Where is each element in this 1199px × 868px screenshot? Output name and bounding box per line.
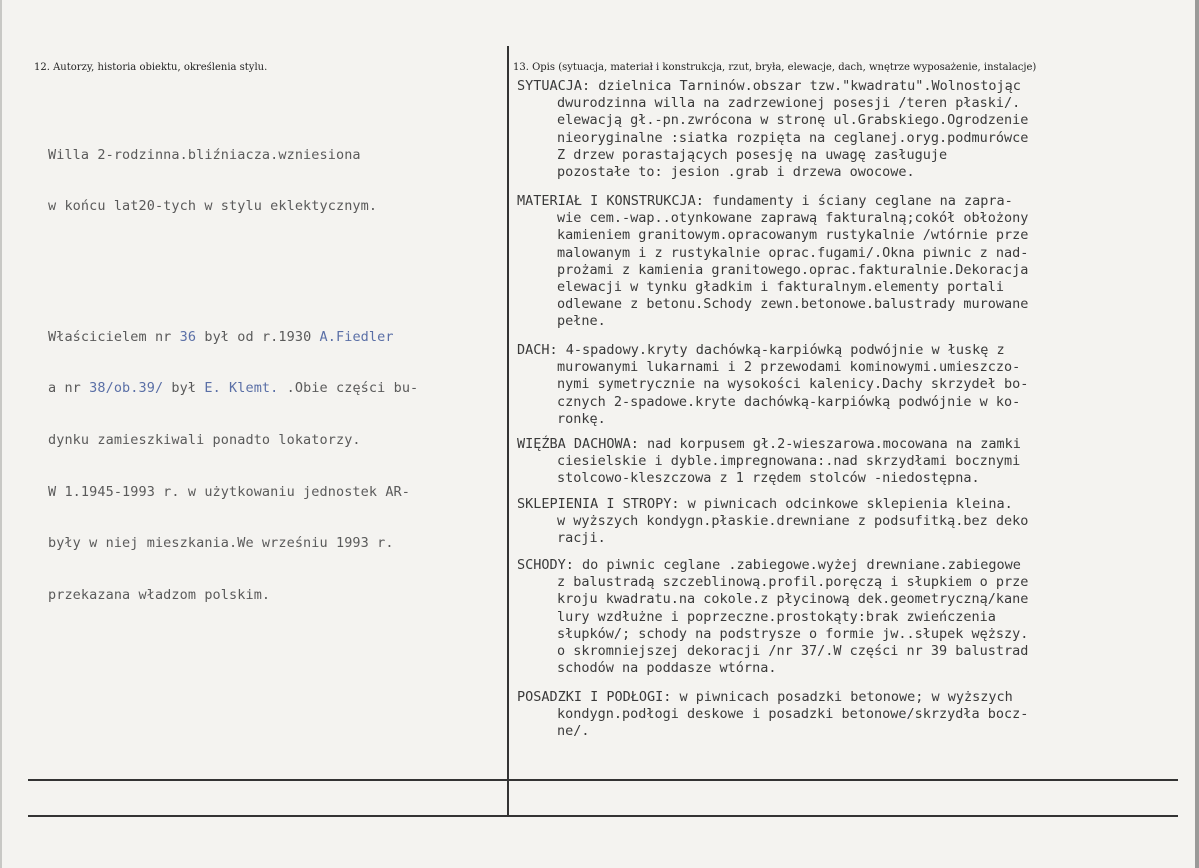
text-line: odlewane z betonu.Schody zewn.betonowe.balustrady murowane (557, 296, 1029, 313)
history-paragraph-1 (48, 112, 418, 250)
text-line: elewacji w tynku gładkim i fakturalnym.elementy portali (557, 279, 1005, 296)
section-13-title: 13. Opis (sytuacja, materiał i konstrukcja, rzut, bryła, elewacje, dach, wnętrze wyposażenie, instalacje) (513, 62, 1037, 73)
bottom-rule-lower (28, 815, 1178, 817)
text-line: prożami z kamienia granitowego.oprac.fakturalnie.Dekoracja (557, 261, 1029, 278)
block-heading-line: SYTUACJA: dzielnica Tarninów.obszar tzw."kwadratu".Wolnostojąc (517, 78, 1021, 94)
text-line: kondygn.podłogi deskowe i posadzki betonowe/skrzydła bocz- (557, 706, 1029, 723)
column-divider (507, 46, 509, 816)
text-line: były w niej mieszkania.We wrześniu 1993 r. (48, 535, 394, 552)
owner-name: A.Fiedler (319, 328, 394, 345)
text-line: o skromniejszej dekoracji /nr 37/.W części nr 39 balustrad (557, 643, 1029, 660)
block-heading-line: SKLEPIENIA I STROPY: w piwnicach odcinkowe sklepienia kleina. (517, 496, 1013, 512)
text-line: racji. (557, 530, 606, 547)
bottom-rule-upper (28, 779, 1178, 781)
dach-block (517, 342, 1157, 428)
card-edge-left (0, 0, 2, 868)
owner-name: E. Klemt. (204, 380, 279, 397)
text-line: wie cem.-wap..otynkowane zaprawą fakturalną;cokół obłożony (557, 210, 1029, 227)
text-line: schodów na poddasze wtórna. (557, 660, 777, 677)
text-line: W 1.1945-1993 r. w użytkowaniu jednostek AR- (48, 483, 411, 500)
owner-line-1: Właścicielem nr 36 był od r.1930 A.Fiedler (48, 328, 394, 345)
wiezba-block (517, 436, 1157, 488)
section-12-title: 12. Autorzy, historia obiektu, określenia stylu. (34, 62, 268, 73)
text-line: elewacją gł.-pn.zwrócona w stronę ul.Grabskiego.Ogrodzenie (557, 112, 1029, 129)
block-heading-line: SCHODY: do piwnic ceglane .zabiegowe.wyżej drewniane.zabiegowe (517, 557, 1021, 573)
text-line: ne/. (557, 723, 590, 740)
posadzki-block (517, 689, 1157, 741)
block-heading-line: DACH: 4-spadowy.kryty dachówką-karpiówką podwójnie w łuskę z (517, 342, 1005, 358)
text-line: słupków/; schody na podstrysze o formie jw..słupek węższy. (557, 625, 1029, 642)
schody-block (517, 557, 1157, 677)
sytuacja-block (517, 78, 1157, 181)
text-line: pozostałe to: jesion .grab i drzewa owocowe. (557, 164, 915, 181)
sklepienia-block (517, 496, 1157, 548)
text-line: dwurodzinna willa na zadrzewionej posesji /teren płaski/. (557, 95, 1021, 112)
text-line: malowanym i z rustykalnie oprac.fugami/.Okna piwnic z nad- (557, 244, 1029, 261)
block-heading-line: WIĘŹBA DACHOWA: nad korpusem gł.2-wieszarowa.mocowana na zamki (517, 436, 1021, 452)
text-line: kamieniem granitowym.opracowanym rustykalnie /wtórnie prze (557, 227, 1029, 244)
text-line: dynku zamieszkiwali ponadto lokatorzy. (48, 432, 361, 449)
text-line: w wyższych kondygn.płaskie.drewniane z podsufitką.bez deko (557, 513, 1029, 530)
text-line: lury wzdłużne i poprzeczne.prostokąty:brak zwieńczenia (557, 608, 996, 625)
text-line: pełne. (557, 313, 606, 330)
text-line: kroju kwadratu.na cokole.z płycinową dek.geometryczną/kane (557, 591, 1029, 608)
block-heading-line: POSADZKI I PODŁOGI: w piwnicach posadzki betonowe; w wyższych (517, 689, 1013, 705)
house-number: 36 (179, 328, 197, 345)
text-line: przekazana władzom polskim. (48, 586, 271, 603)
history-paragraph-2 (48, 294, 418, 638)
text-line: stolcowo-kleszczowa z 1 rzędem stolców -niedostępna. (557, 470, 980, 487)
text-line: nieoryginalne :siatka rozpięta na ceglanej.oryg.podmurówce (557, 129, 1029, 146)
owner-line-2: a nr 38/ob.39/ był E. Klemt. .Obie części bu- (48, 380, 419, 397)
block-heading-line: MATERIAŁ I KONSTRUKCJA: fundamenty i ściany ceglane na zapra- (517, 193, 1013, 209)
material-block (517, 193, 1157, 331)
text-line: nymi symetrycznie na wysokości kalenicy.Dachy skrzydeł bo- (557, 376, 1029, 393)
text-line: Willa 2-rodzinna.bliźniacza.wzniesiona (48, 146, 361, 163)
text-line: w końcu lat20-tych w stylu eklektycznym. (48, 198, 378, 215)
card-edge-right (1195, 0, 1199, 868)
house-number: 38/ob.39/ (89, 380, 164, 397)
text-line: Z drzew porastających posesję na uwagę zasługuje (557, 146, 948, 163)
section-12-body (48, 78, 418, 683)
text-line: murowanymi lukarnami i 2 przewodami kominowymi.umieszczo- (557, 359, 1021, 376)
text-line: cznych 2-spadowe.kryte dachówką-karpiówką podwójnie w ko- (557, 393, 1021, 410)
text-line: z balustradą szczeblinową.profil.poręczą i słupkiem o prze (557, 574, 1029, 591)
text-line: ciesielskie i dyble.impregnowana:.nad skrzydłami bocznymi (557, 453, 1021, 470)
text-line: ronkę. (557, 410, 606, 427)
